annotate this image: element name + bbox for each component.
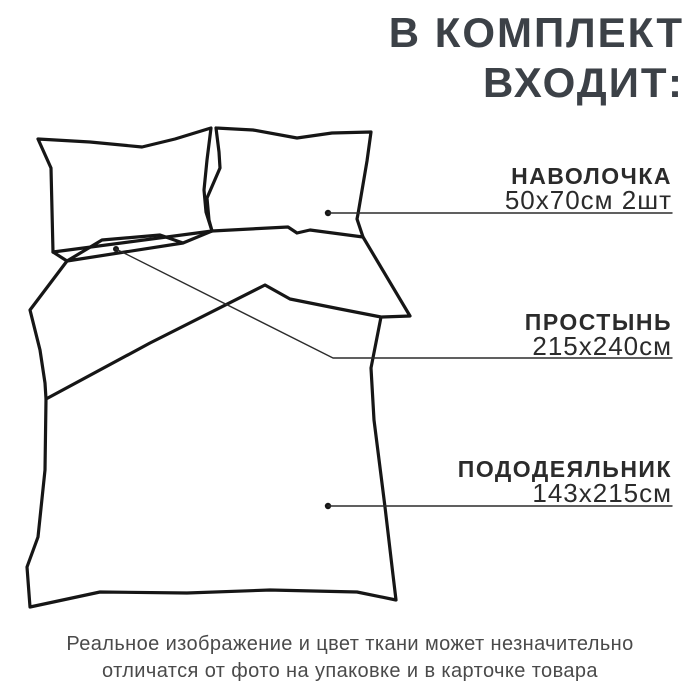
disclaimer-line-2: отличатся от фото на упаковке и в карточке товара	[102, 660, 598, 682]
disclaimer-line-1: Реальное изображение и цвет ткани может незначительно	[66, 633, 634, 655]
pillowcase-label	[504, 163, 672, 215]
sheet-name: ПРОСТЫНЬ	[524, 309, 672, 335]
left-pillow-drawing	[38, 128, 212, 252]
duvet-size: 143х215см	[532, 478, 672, 508]
disclaimer-text	[0, 631, 700, 685]
pillowcase-name: НАВОЛОЧКА	[511, 163, 672, 189]
page-title	[389, 8, 684, 108]
title-line-1: В КОМПЛЕКТ	[388, 9, 684, 56]
sheet-size: 215х240см	[532, 331, 672, 361]
duvet-label	[457, 456, 672, 508]
title-line-2: ВХОДИТ:	[483, 59, 684, 106]
duvet-name: ПОДОДЕЯЛЬНИК	[457, 456, 672, 482]
pillowcase-size: 50х70см 2шт	[504, 185, 672, 215]
sheet-corner-drawing	[363, 237, 410, 317]
sheet-left-edge-drawing	[30, 261, 67, 399]
duvet-drawing	[27, 285, 396, 607]
right-pillow-drawing	[207, 128, 371, 237]
sheet-label	[524, 309, 672, 361]
